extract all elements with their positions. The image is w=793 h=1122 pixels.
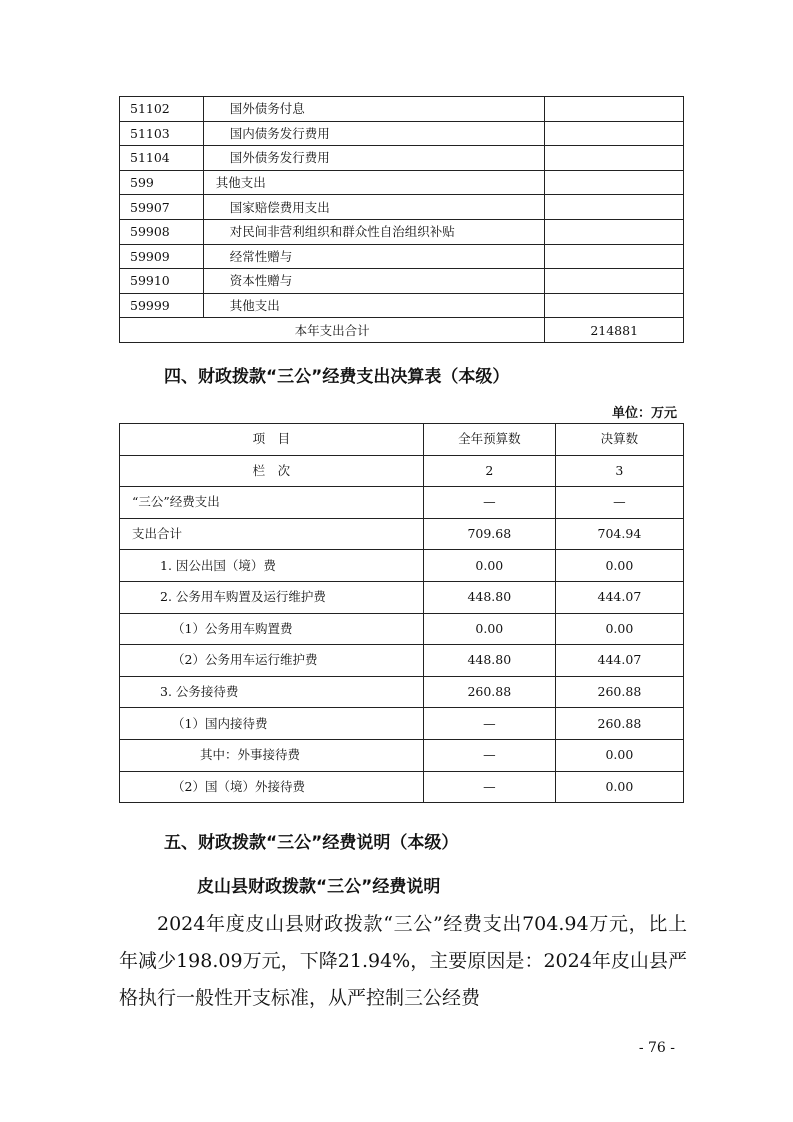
- sangong-row: [120, 550, 684, 582]
- paragraph-text: 2024年度皮山县财政拨款“三公”经费支出704.94万元，比上年减少198.09万元，下降21.94%，主要原因是：2024年皮山县严格执行一般性开支标准，从严控制三公经费: [119, 913, 687, 1009]
- sangong-row: [120, 487, 684, 519]
- expense-name: 其他支出: [203, 293, 545, 318]
- expense-row: [120, 146, 684, 171]
- expense-code: 59999: [120, 293, 204, 318]
- expense-name: 国内债务发行费用: [203, 121, 545, 146]
- expense-name: 国外债务付息: [203, 97, 545, 122]
- sangong-row: [120, 771, 684, 803]
- expense-code: 51103: [120, 121, 204, 146]
- expense-name: 其他支出: [203, 170, 545, 195]
- header-item: 项 目: [120, 424, 424, 456]
- expense-row: [120, 293, 684, 318]
- sangong-actual: 0.00: [555, 613, 683, 645]
- sangong-actual: 0.00: [555, 739, 683, 771]
- sangong-actual: 0.00: [555, 550, 683, 582]
- expense-code: 599: [120, 170, 204, 195]
- page-number: - 76 -: [638, 1040, 675, 1056]
- sangong-row: [120, 645, 684, 677]
- expense-code: 59907: [120, 195, 204, 220]
- column-number-row: [120, 455, 684, 487]
- expense-code: 59910: [120, 269, 204, 294]
- expense-value: [545, 97, 684, 122]
- section4-title: 四、财政拨款“三公”经费支出决算表（本级）: [164, 367, 510, 387]
- header-actual: 决算数: [555, 424, 683, 456]
- sangong-row: [120, 676, 684, 708]
- expense-value: [545, 146, 684, 171]
- sangong-item: （1）国内接待费: [120, 708, 424, 740]
- expense-code: 59909: [120, 244, 204, 269]
- expense-total-label: 本年支出合计: [120, 318, 545, 343]
- expense-name: 对民间非营利组织和群众性自治组织补贴: [203, 219, 545, 244]
- expense-name: 经常性赠与: [203, 244, 545, 269]
- section5-subtitle: 皮山县财政拨款“三公”经费说明: [197, 877, 441, 897]
- sangong-item: 支出合计: [120, 518, 424, 550]
- sangong-budget: —: [423, 487, 555, 519]
- expense-row: [120, 195, 684, 220]
- sangong-item: “三公”经费支出: [120, 487, 424, 519]
- sangong-actual: 444.07: [555, 581, 683, 613]
- expense-name: 资本性赠与: [203, 269, 545, 294]
- sangong-row: [120, 613, 684, 645]
- sangong-actual: 260.88: [555, 676, 683, 708]
- sangong-row: [120, 708, 684, 740]
- expense-value: [545, 195, 684, 220]
- sangong-item: （2）国（境）外接待费: [120, 771, 424, 803]
- expense-row: [120, 97, 684, 122]
- expense-value: [545, 170, 684, 195]
- expense-value: [545, 269, 684, 294]
- expense-row: [120, 170, 684, 195]
- sangong-budget: 448.80: [423, 581, 555, 613]
- explanation-paragraph: [119, 906, 687, 1017]
- header-row: [120, 424, 684, 456]
- section5-title: 五、财政拨款“三公”经费说明（本级）: [164, 833, 459, 853]
- sangong-budget: 260.88: [423, 676, 555, 708]
- expense-table: [119, 96, 684, 343]
- sangong-row: [120, 739, 684, 771]
- expense-name: 国外债务发行费用: [203, 146, 545, 171]
- sangong-budget: 0.00: [423, 613, 555, 645]
- column-3: 3: [555, 455, 683, 487]
- expense-code: 51104: [120, 146, 204, 171]
- expense-row: [120, 269, 684, 294]
- sangong-actual: 0.00: [555, 771, 683, 803]
- expense-value: [545, 219, 684, 244]
- sangong-row: [120, 581, 684, 613]
- sangong-budget: —: [423, 739, 555, 771]
- sangong-item: （1）公务用车购置费: [120, 613, 424, 645]
- sangong-budget: 0.00: [423, 550, 555, 582]
- sangong-item: 3. 公务接待费: [120, 676, 424, 708]
- header-budget: 全年预算数: [423, 424, 555, 456]
- expense-code: 59908: [120, 219, 204, 244]
- expense-value: [545, 121, 684, 146]
- sangong-budget: —: [423, 708, 555, 740]
- expense-code: 51102: [120, 97, 204, 122]
- sangong-actual: 260.88: [555, 708, 683, 740]
- sangong-item: 2. 公务用车购置及运行维护费: [120, 581, 424, 613]
- column-2: 2: [423, 455, 555, 487]
- sangong-actual: 704.94: [555, 518, 683, 550]
- expense-value: [545, 293, 684, 318]
- expense-row: [120, 121, 684, 146]
- sangong-actual: 444.07: [555, 645, 683, 677]
- expense-value: [545, 244, 684, 269]
- sangong-item: （2）公务用车运行维护费: [120, 645, 424, 677]
- sangong-table: [119, 423, 684, 803]
- sangong-item: 其中：外事接待费: [120, 739, 424, 771]
- sangong-budget: —: [423, 771, 555, 803]
- sangong-actual: —: [555, 487, 683, 519]
- expense-total-value: 214881: [545, 318, 684, 343]
- expense-total-row: [120, 318, 684, 343]
- expense-name: 国家赔偿费用支出: [203, 195, 545, 220]
- column-label: 栏 次: [120, 455, 424, 487]
- expense-row: [120, 219, 684, 244]
- sangong-row: [120, 518, 684, 550]
- sangong-budget: 448.80: [423, 645, 555, 677]
- expense-row: [120, 244, 684, 269]
- sangong-budget: 709.68: [423, 518, 555, 550]
- sangong-item: 1. 因公出国（境）费: [120, 550, 424, 582]
- unit-label: 单位：万元: [611, 406, 677, 421]
